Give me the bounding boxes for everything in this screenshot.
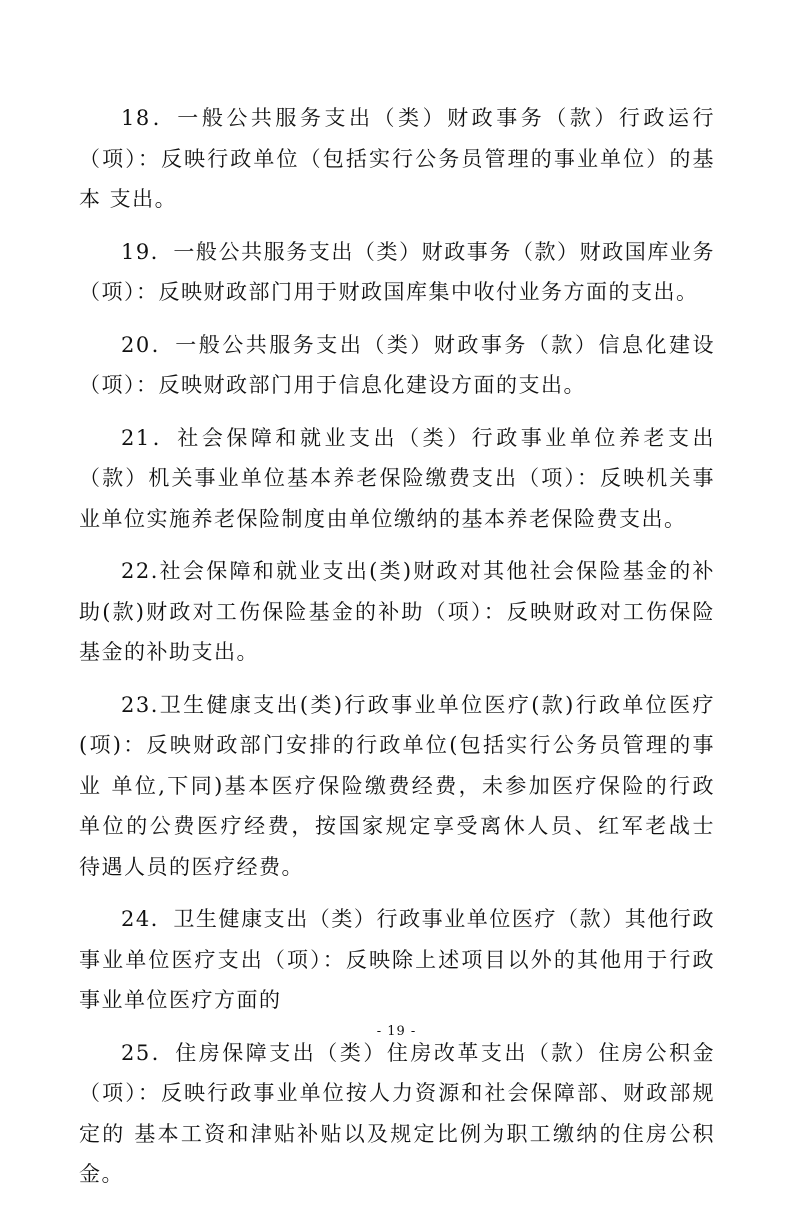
paragraph-18: 18．一般公共服务支出（类）财政事务（款）行政运行（项）：反映行政单位（包括实行公务员管理的事业单位）的基本 支出。 xyxy=(79,106,715,211)
paragraph-19: 19．一般公共服务支出（类）财政事务（款）财政国库业务（项）：反映财政部门用于财政国库集中收付业务方面的支出。 xyxy=(79,239,715,304)
page-number: - 19 - xyxy=(376,1024,417,1039)
paragraph-20: 20．一般公共服务支出（类）财政事务（款）信息化建设（项）：反映财政部门用于信息化建设方面的支出。 xyxy=(79,332,715,397)
paragraph-21: 21．社会保障和就业支出（类）行政事业单位养老支出（款）机关事业单位基本养老保险缴费支出（项）：反映机关事业单位实施养老保险制度由单位缴纳的基本养老保险费支出。 xyxy=(79,425,715,531)
paragraph-25: 25．住房保障支出（类）住房改革支出（款）住房公积金（项）：反映行政事业单位按人力资源和社会保障部、财政部规定的 基本工资和津贴补贴以及规定比例为职工缴纳的住房公积金。 xyxy=(79,1040,715,1186)
paragraph-24: 24．卫生健康支出（类）行政事业单位医疗（款）其他行政事业单位医疗支出（项）：反映除上述项目以外的其他用于行政事业单位医疗方面的 xyxy=(79,907,715,1012)
paragraph-22: 22.社会保障和就业支出(类)财政对其他社会保险基金的补助(款)财政对工伤保险基金的补助（项）：反映财政对工伤保险基金的补助支出。 xyxy=(79,559,715,664)
document-body xyxy=(79,98,715,1207)
paragraph-23: 23.卫生健康支出(类)行政事业单位医疗(款)行政单位医疗(项)：反映财政部门安排的行政单位(包括实行公务员管理的事业 单位,下同)基本医疗保险缴费经费，未参加医疗保险的行政 单位的公费医疗经费，按国家规定享受离休人员、红军老战士 待遇人员的医疗经费。 xyxy=(79,692,715,879)
